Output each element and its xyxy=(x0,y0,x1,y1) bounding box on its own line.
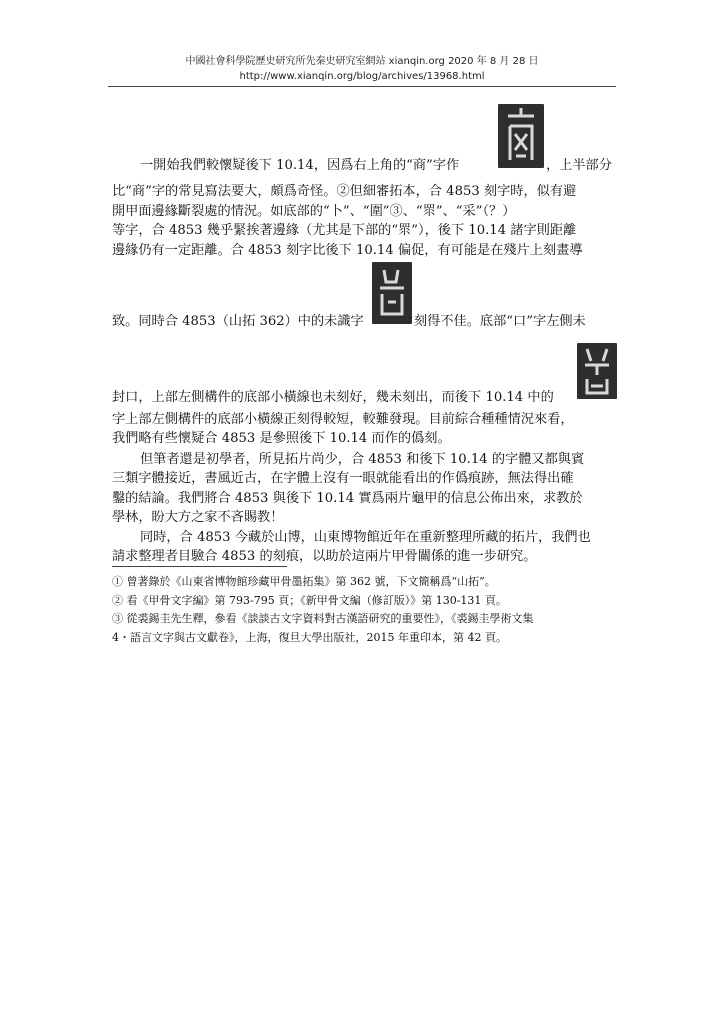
body-line: 邊緣仍有一定距離。合 4853 刻字比後下 10.14 偏促，有可能是在殘片上刻畫導 xyxy=(112,243,583,258)
footnote-1: ① 曾著錄於《山東省博物館珍藏甲骨墨拓集》第 362 號，下文簡稱爲“山拓”。 xyxy=(112,575,496,588)
footnote-2: ② 看《甲骨文字編》第 793-795 頁；《新甲骨文編（修訂版）》第 130-131 頁。 xyxy=(112,594,507,607)
body-line: 比“商”字的常見寫法要大，頗爲奇怪。②但細審拓本，合 4853 刻字時，似有避 xyxy=(112,184,577,199)
body-line: 鑿的結論。我們將合 4853 與後下 10.14 實爲兩片龜甲的信息公佈出來，求教於 xyxy=(112,491,583,506)
body-line: 但筆者還是初學者，所見拓片尚少，合 4853 和後下 10.14 的字體又都與賓 xyxy=(140,452,585,467)
header-url[interactable]: http://www.xianqin.org/blog/archives/13968.html xyxy=(239,71,485,82)
page-header xyxy=(0,54,724,84)
body-line: 致。同時合 4853（山拓 362）中的未識字 xyxy=(112,314,364,329)
footnote-3-continued: 4・語言文字與古文獻卷》，上海，復旦大學出版社，2015 年重印本，第 42 頁。 xyxy=(112,631,507,644)
rubbing-character-comparison-image xyxy=(577,343,617,399)
body-line: 學林，盼大方之家不吝賜教！ xyxy=(112,510,284,525)
body-line: 字上部左側構件的底部小橫線正刻得較短，較難發現。目前綜合種種情況來看， xyxy=(112,412,574,427)
footnote-rule xyxy=(112,566,287,567)
rubbing-shang-character-image xyxy=(498,104,544,168)
body-line: 一開始我們較懷疑後下 10.14，因爲右上角的“商”字作 xyxy=(140,158,460,173)
body-line: 等字，合 4853 幾乎緊挨著邊緣（尤其是下部的“眔”），後下 10.14 諸字則距離 xyxy=(112,223,577,238)
header-site-line: 中國社會科學院歷史研究所先秦史研究室網站 xianqin.org 2020 年 8 月 28 日 xyxy=(185,56,539,67)
body-line: 我們略有些懷疑合 4853 是參照後下 10.14 而作的僞刻。 xyxy=(112,431,451,446)
body-line: 三類字體接近，書風近古，在字體上沒有一眼就能看出的作僞痕跡，無法得出確 xyxy=(112,471,574,486)
body-line: 刻得不佳。底部“口”字左側未 xyxy=(414,314,586,329)
header-rule xyxy=(108,86,616,87)
footnote-3: ③ 從裘錫圭先生釋，參看《談談古文字資料對古漢語研究的重要性》，《裘錫圭學術文集 xyxy=(112,612,534,625)
body-line: 請求整理者目驗合 4853 的刻痕，以助於這兩片甲骨關係的進一步研究。 xyxy=(112,549,537,564)
body-line: ，上半部分 xyxy=(546,158,612,173)
rubbing-unidentified-character-image xyxy=(372,262,412,324)
body-line: 封口，上部左側構件的底部小橫線也未刻好，幾未刻出，而後下 10.14 中的 xyxy=(112,390,554,405)
body-line: 開甲面邊緣斷裂處的情況。如底部的“卜”、“圍”③、“眔”、“采”（？） xyxy=(112,204,516,219)
body-line: 同時，合 4853 今藏於山博，山東博物館近年在重新整理所藏的拓片，我們也 xyxy=(140,530,591,545)
